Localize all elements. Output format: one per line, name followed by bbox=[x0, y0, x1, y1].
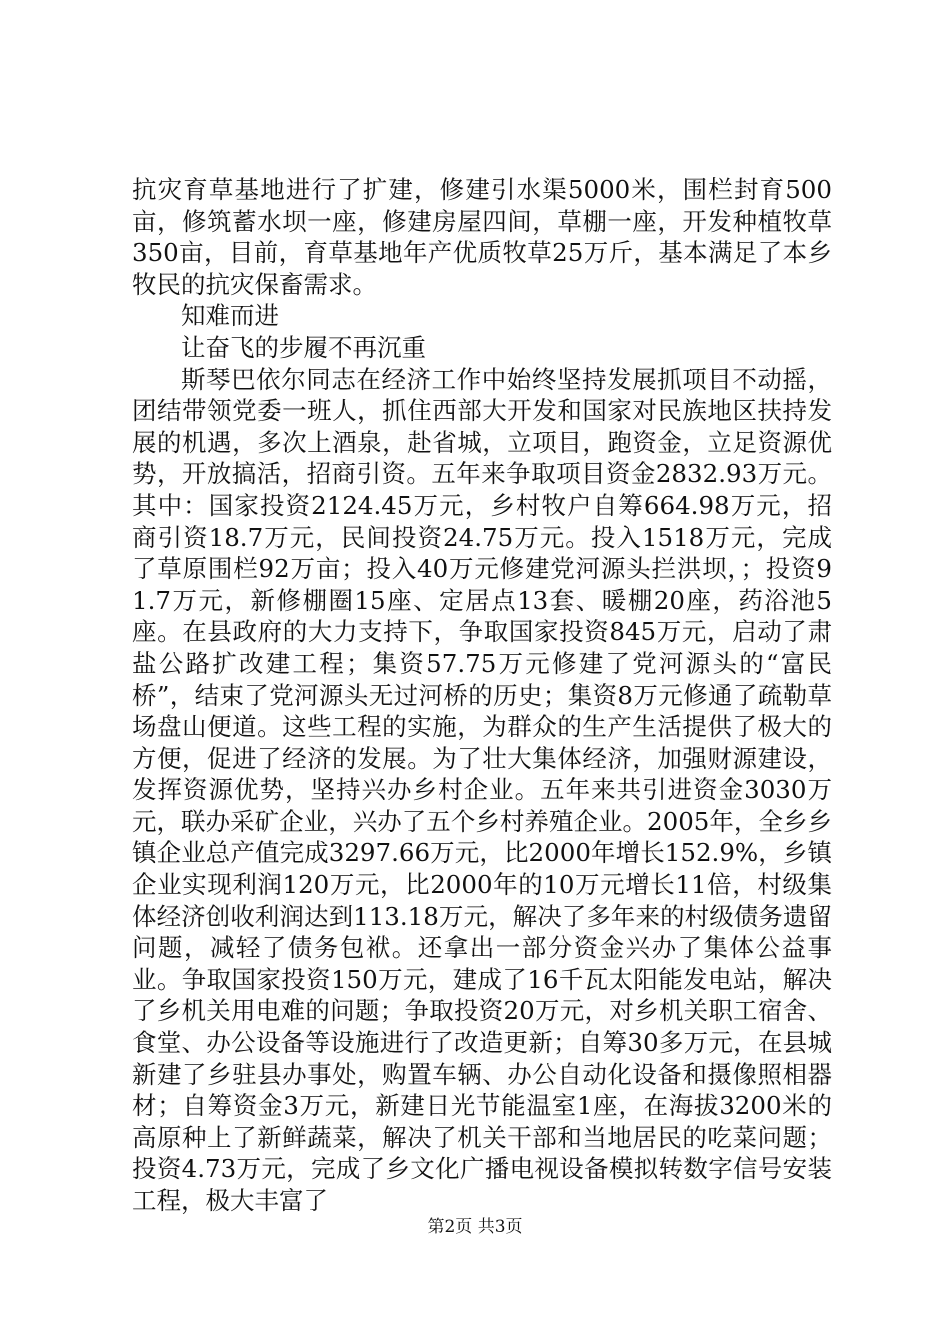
page-number-footer: 第2页 共3页 bbox=[427, 1217, 523, 1237]
document-body bbox=[132, 174, 832, 1217]
section-heading-line-2: 让奋飞的步履不再沉重 bbox=[181, 332, 426, 362]
section-heading-line-1: 知难而进 bbox=[181, 301, 279, 331]
paragraph-main: 斯琴巴依尔同志在经济工作中始终坚持发展抓项目不动摇，团结带领党委一班人，抓住西部大开发和国家对民族地区扶持发展的机遇，多次上酒泉，赴省城，立项目，跑资金，立足资源优势，开放搞活，招商引资。五年来争取项目资金2832.93万元。其中：国家投资2124.45万元，乡村牧户自筹664.98万元，招商引资18.7万元，民间投资24.75万元。投入1518万元，完成了草原围栏92万亩；投入40万元修建党河源头拦洪坝，；投资91.7万元，新修棚圈15座、定居点13套、暖棚20座，药浴池5座。在县政府的大力支持下，争取国家投资845万元，启动了肃盐公路扩改建工程；集资57.75万元修建了党河源头的“富民桥”，结束了党河源头无过河桥的历史；集资8万元修通了疏勒草场盘山便道。这些工程的实施，为群众的生产生活提供了极大的方便，促进了经济的发展。为了壮大集体经济，加强财源建设，发挥资源优势，坚持兴办乡村企业。五年来共引进资金3030万元，联办采矿企业，兴办了五个乡村养殖企业。2005年，全乡乡镇企业总产值完成3297.66万元，比2000年增长152.9%，乡镇企业实现利润120万元，比2000年的10万元增长11倍，村级集体经济创收利润达到113.18万元，解决了多年来的村级债务遗留问题，减轻了债务包袱。还拿出一部分资金兴办了集体公益事业。争取国家投资150万元，建成了16千瓦太阳能发电站，解决了乡机关用电难的问题；争取投资20万元，对乡机关职工宿舍、食堂、办公设备等设施进行了改造更新；自筹30多万元，在县城新建了乡驻县办事处，购置车辆、办公自动化设备和摄像照相器材；自筹资金3万元，新建日光节能温室1座，在海拔3200米的高原种上了新鲜蔬菜，解决了机关干部和当地居民的吃菜问题；投资4.73万元，完成了乡文化广播电视设备模拟转数字信号安装工程，极大丰富了 bbox=[132, 364, 832, 1215]
paragraph-continuation: 抗灾育草基地进行了扩建，修建引水渠5000米，围栏封育500亩，修筑蓄水坝一座，修建房屋四间，草棚一座，开发种植牧草350亩，目前，育草基地年产优质牧草25万斤，基本满足了本乡牧民的抗灾保畜需求。 bbox=[132, 175, 832, 299]
